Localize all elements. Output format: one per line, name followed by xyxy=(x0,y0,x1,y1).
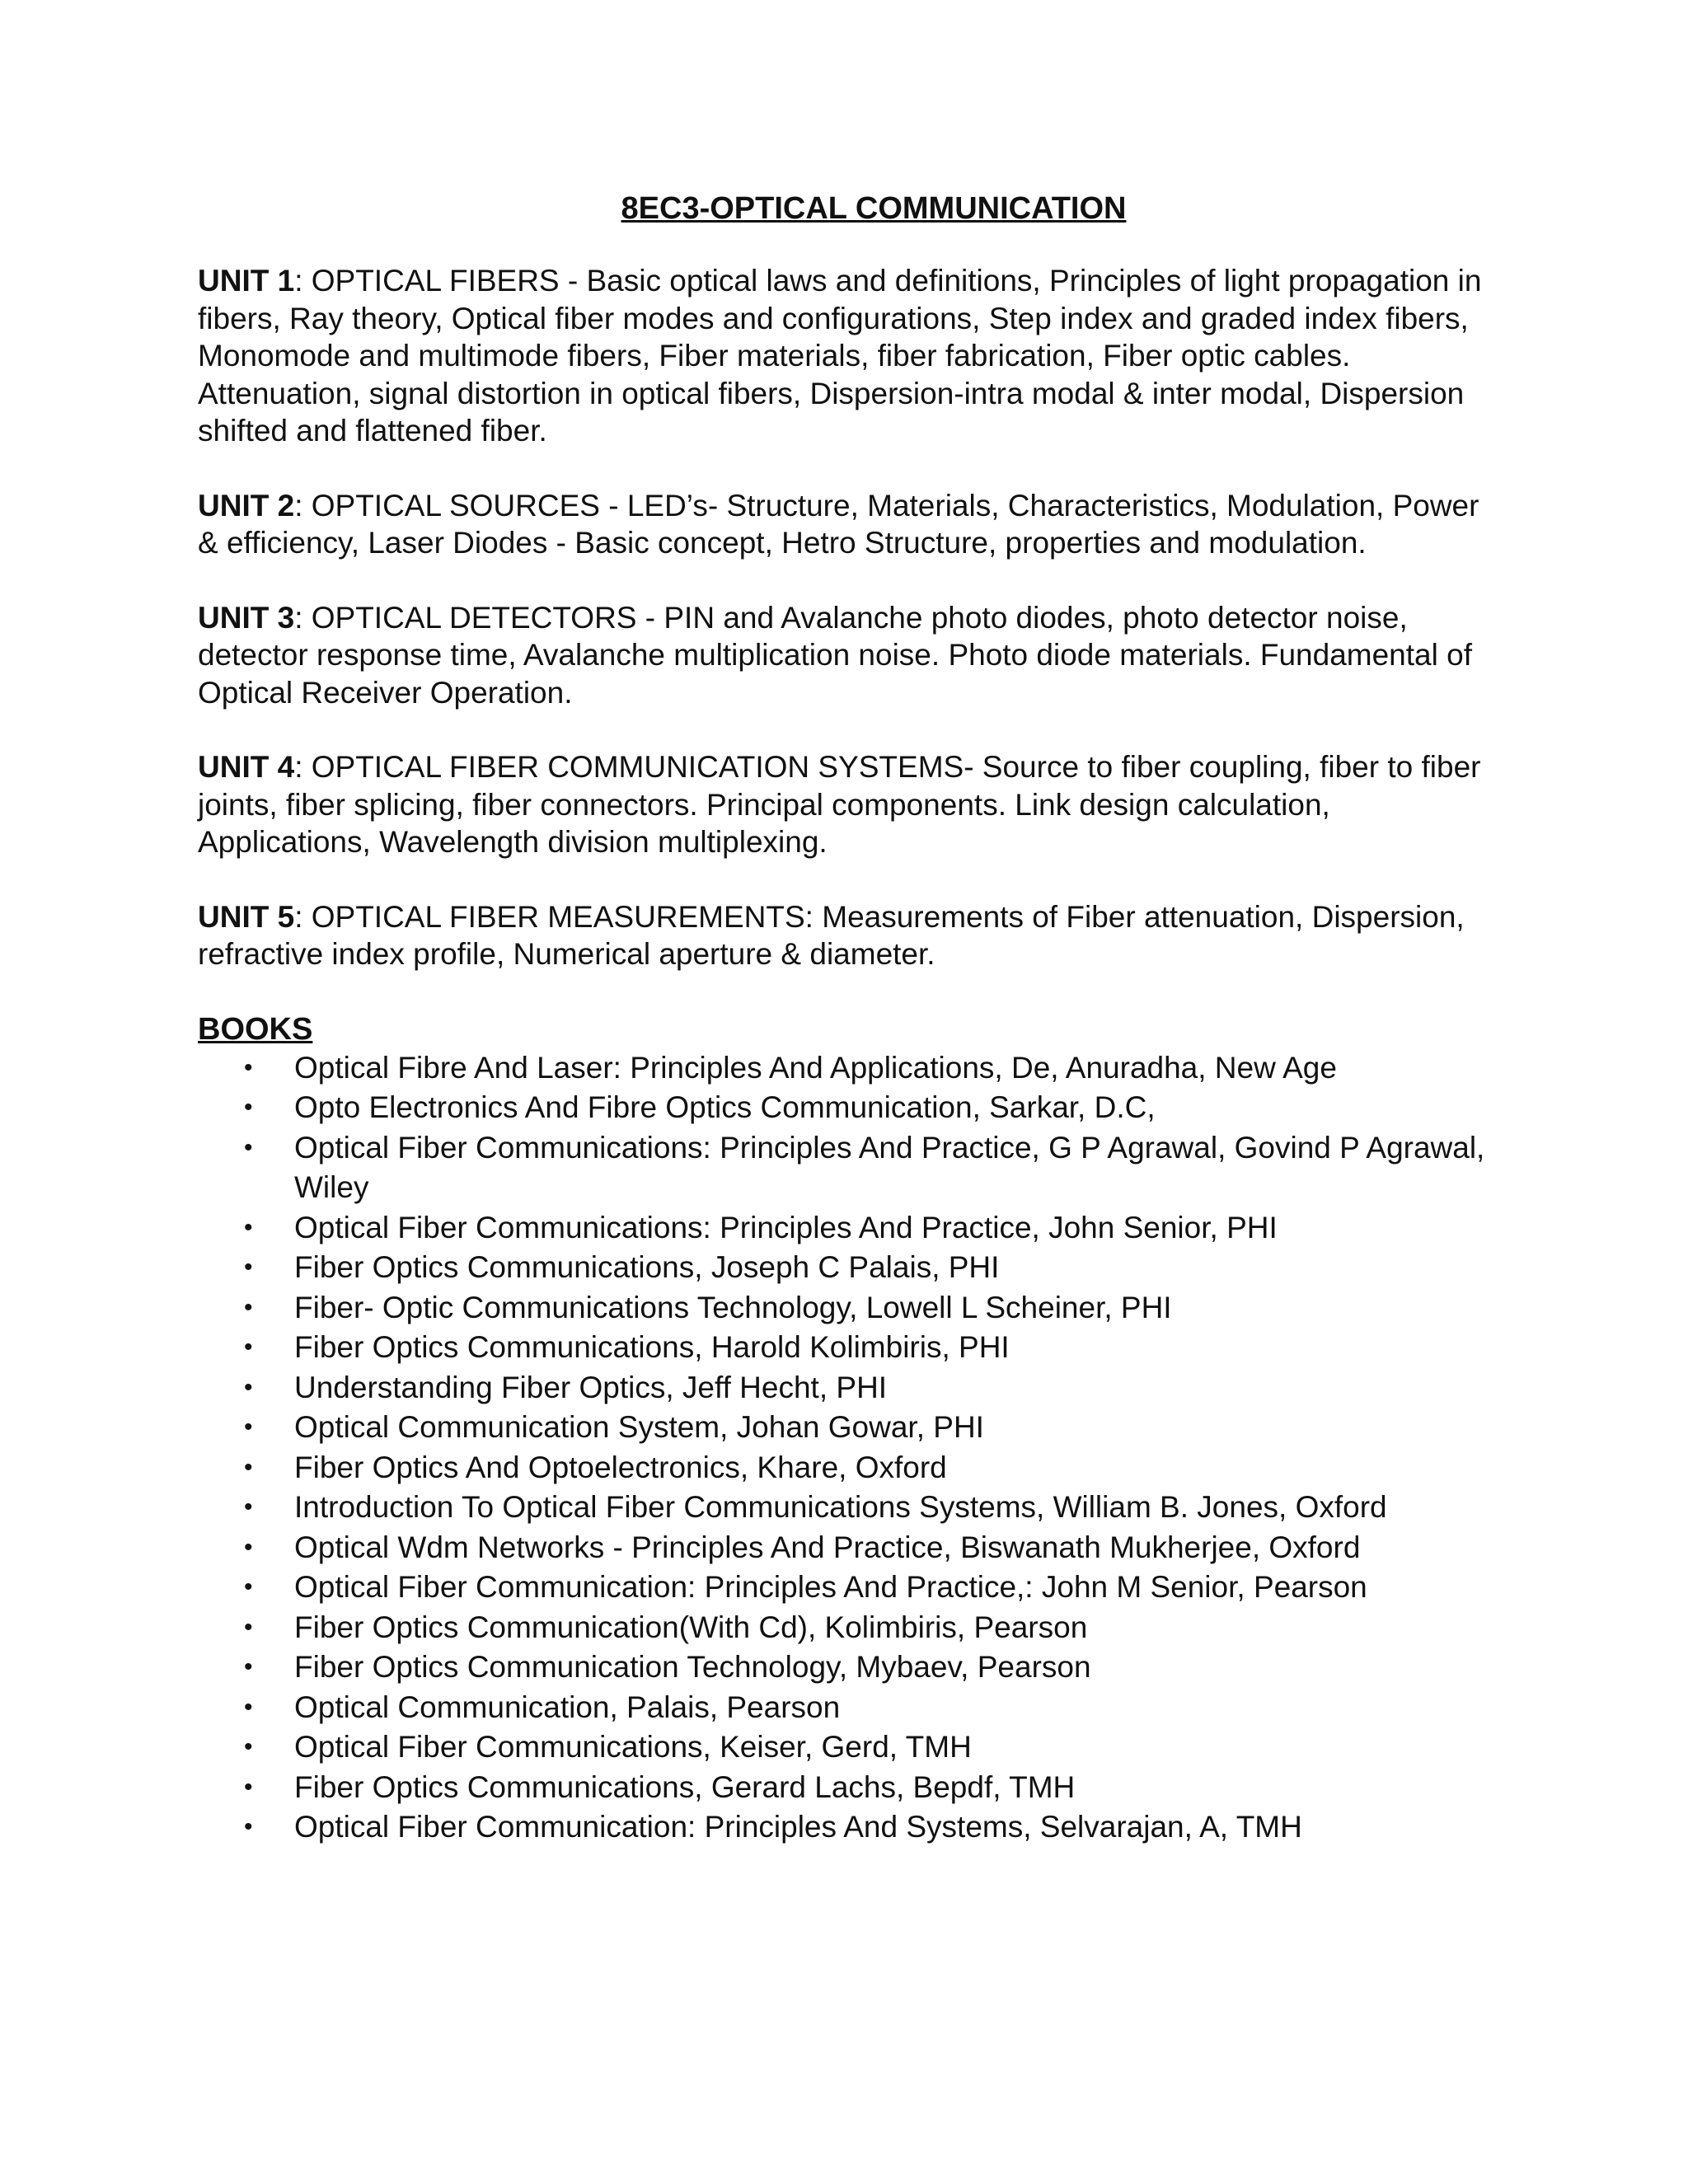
unit-5-text: : OPTICAL FIBER MEASUREMENTS: Measurements of Fiber attenuation, Dispersion, refractive index profile, Numerical aperture & diameter. xyxy=(198,899,1465,971)
book-item xyxy=(198,1688,1500,1728)
book-title: Optical Communication, Palais, Pearson xyxy=(294,1690,841,1724)
books-list xyxy=(198,1048,1500,1848)
bullet-icon: • xyxy=(244,1813,253,1840)
bullet-icon: • xyxy=(244,1373,253,1401)
unit-3-text: : OPTICAL DETECTORS - PIN and Avalanche photo diodes, photo detector noise, detector response time, Avalanche multiplication noise. Photo diode materials. Fundamental of Optical Receiver Operation. xyxy=(198,600,1472,710)
unit-5 xyxy=(198,898,1500,973)
unit-4-label: UNIT 4 xyxy=(198,750,295,784)
unit-2-text: : OPTICAL SOURCES - LED’s- Structure, Materials, Characteristics, Modulation, Power & efficiency, Laser Diodes - Basic concept, Hetro Structure, properties and modulation. xyxy=(198,488,1479,560)
book-item xyxy=(198,1248,1500,1288)
book-title: Optical Fiber Communications: Principles And Practice, John Senior, PHI xyxy=(294,1210,1278,1244)
page-title: 8EC3-OPTICAL COMMUNICATION xyxy=(621,191,1127,226)
bullet-icon: • xyxy=(244,1213,253,1241)
unit-1-label: UNIT 1 xyxy=(198,264,295,298)
book-title: Fiber Optics Communications, Gerard Lachs, Bepdf, TMH xyxy=(294,1769,1076,1804)
bullet-icon: • xyxy=(244,1254,253,1281)
bullet-icon: • xyxy=(244,1293,253,1321)
bullet-icon: • xyxy=(244,1453,253,1481)
book-title: Optical Fiber Communication: Principles And Systems, Selvarajan, A, TMH xyxy=(294,1810,1302,1844)
book-title: Fiber Optics Communications, Harold Kolimbiris, PHI xyxy=(294,1330,1010,1364)
book-item xyxy=(198,1408,1500,1448)
unit-1 xyxy=(198,262,1500,450)
bullet-icon: • xyxy=(244,1133,253,1161)
bullet-icon: • xyxy=(244,1533,253,1561)
book-item xyxy=(198,1128,1500,1208)
bullet-icon: • xyxy=(244,1773,253,1801)
book-title: Fiber Optics And Optoelectronics, Khare, Oxford xyxy=(294,1450,947,1484)
book-item xyxy=(198,1647,1500,1688)
book-item xyxy=(198,1488,1500,1528)
book-item xyxy=(198,1608,1500,1648)
book-item xyxy=(198,1727,1500,1768)
book-title: Fiber Optics Communication(With Cd), Kolimbiris, Pearson xyxy=(294,1610,1088,1644)
book-title: Introduction To Optical Fiber Communications Systems, William B. Jones, Oxford xyxy=(294,1490,1387,1524)
book-item xyxy=(198,1448,1500,1488)
books-heading: BOOKS xyxy=(198,1011,313,1047)
bullet-icon: • xyxy=(244,1493,253,1521)
book-title: Understanding Fiber Optics, Jeff Hecht, PHI xyxy=(294,1370,888,1404)
book-item xyxy=(198,1528,1500,1568)
bullet-icon: • xyxy=(244,1653,253,1680)
book-item xyxy=(198,1208,1500,1249)
syllabus-page xyxy=(198,190,1500,1848)
unit-1-text: : OPTICAL FIBERS - Basic optical laws and definitions, Principles of light propagation in fibers, Ray theory, Optical fiber modes and configurations, Step index and graded index fibers, Monomode and multimode fibers, Fiber materials, fiber fabrication, Fiber optic cables. Attenuation, signal distortion in optical fibers, Dispersion-intra modal & inter modal, Dispersion shifted and flattened fiber. xyxy=(198,264,1482,448)
book-item xyxy=(198,1768,1500,1808)
bullet-icon: • xyxy=(244,1333,253,1361)
book-title: Fiber Optics Communications, Joseph C Palais, PHI xyxy=(294,1250,1000,1284)
unit-3 xyxy=(198,599,1500,712)
bullet-icon: • xyxy=(244,1413,253,1441)
book-item xyxy=(198,1568,1500,1608)
book-item xyxy=(198,1807,1500,1848)
book-title: Opto Electronics And Fibre Optics Communication, Sarkar, D.C, xyxy=(294,1090,1156,1124)
book-item xyxy=(198,1048,1500,1089)
book-item xyxy=(198,1368,1500,1408)
book-title: Optical Fibre And Laser: Principles And Applications, De, Anuradha, New Age xyxy=(294,1050,1337,1085)
bullet-icon: • xyxy=(244,1573,253,1601)
unit-3-label: UNIT 3 xyxy=(198,600,295,635)
bullet-icon: • xyxy=(244,1053,253,1081)
bullet-icon: • xyxy=(244,1733,253,1760)
unit-5-label: UNIT 5 xyxy=(198,899,295,934)
book-title: Optical Communication System, Johan Gowar, PHI xyxy=(294,1410,984,1444)
book-title: Optical Wdm Networks - Principles And Practice, Biswanath Mukherjee, Oxford xyxy=(294,1530,1361,1564)
book-title: Optical Fiber Communications, Keiser, Gerd, TMH xyxy=(294,1730,972,1764)
unit-4-text: : OPTICAL FIBER COMMUNICATION SYSTEMS- Source to fiber coupling, fiber to fiber joints, fiber splicing, fiber connectors. Principal components. Link design calculation, Applications, Wavelength division multiplexing. xyxy=(198,750,1481,859)
book-title: Fiber- Optic Communications Technology, Lowell L Scheiner, PHI xyxy=(294,1290,1172,1324)
book-title: Optical Fiber Communications: Principles And Practice, G P Agrawal, Govind P Agrawal, Wiley xyxy=(294,1130,1485,1204)
bullet-icon: • xyxy=(244,1693,253,1721)
unit-2-label: UNIT 2 xyxy=(198,488,295,523)
book-item xyxy=(198,1088,1500,1128)
bullet-icon: • xyxy=(244,1094,253,1121)
book-item xyxy=(198,1288,1500,1329)
book-title: Fiber Optics Communication Technology, Mybaev, Pearson xyxy=(294,1650,1091,1684)
book-item xyxy=(198,1328,1500,1368)
unit-4 xyxy=(198,748,1500,861)
book-title: Optical Fiber Communication: Principles And Practice,: John M Senior, Pearson xyxy=(294,1570,1367,1604)
unit-2 xyxy=(198,487,1500,562)
bullet-icon: • xyxy=(244,1613,253,1641)
